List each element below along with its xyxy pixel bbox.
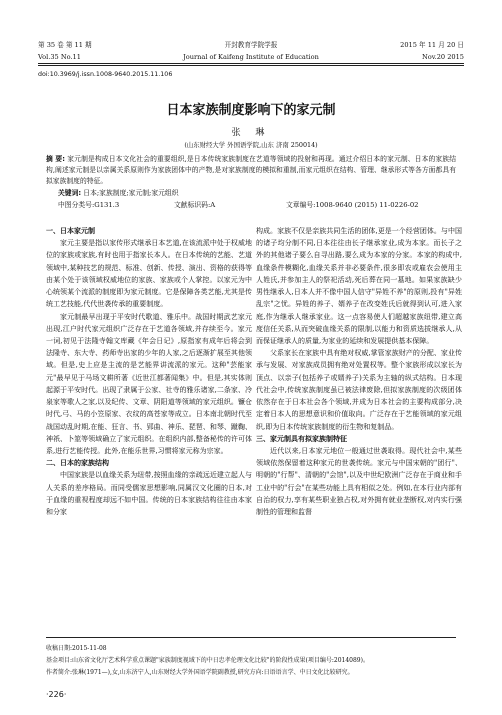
footnote-rule — [46, 637, 456, 638]
header-volume-cn: 第 35 卷 第 11 期 — [38, 41, 92, 49]
body-right-column — [256, 225, 462, 518]
header-date-cn: 2015 年 11 月 20 日 — [400, 41, 464, 49]
header-journal-en: Journal of Kaifeng Institute of Education — [183, 53, 319, 61]
paragraph: 家元主要是指以家传形式继承日本艺道,在该流派中处于权威地位的家族或家族,有时也用于指家长本人。在日本传统的艺能、艺道领域中,某种技艺的规范、标准、创新、传授、演出、资格的获得等由某个处于该领域权威地位的家族、家族或个人掌控。以家元为中心统领某个流派的制度即为家元制度。它是保障各类艺能,尤其是传统工艺技能,代代世袭传承的重要制度。 — [46, 239, 252, 309]
page-number: ·226· — [46, 690, 67, 699]
footnote-fund: 基金项目:山东省文化厅艺术科学重点课题"家族制度视域下的中日忠孝伦理文化比较"的阶段性成果(项目编号:2014089)。 — [46, 657, 369, 664]
section-heading-2: 二、日本的家族结构 — [46, 459, 109, 468]
footnote-author: 作者简介:张琳(1971—),女,山东济宁人,山东财经大学外国语学院副教授,研究方向:日语语言学、中日文化比较研究。 — [46, 669, 354, 676]
keywords — [58, 187, 179, 197]
keywords-text: 日本;家族制度;家元制;家元组织 — [83, 189, 179, 197]
paragraph: 近代以来,日本家元地位一般通过世袭取得。现代社会中,某些领域依然保留着这种家元的世袭传统。家元与中国宋朝的"团行"、明朝的"行帮"、清朝的"会馆",以及中世纪欧洲广泛存在于商业和手工业中的"行会"在某些功能上具有相似之处。例如,在本行业内部有自治的权力,享有某些职业独占权,对外拥有就业垄断权,对内实行强制性的管理和监督 — [256, 446, 462, 517]
section-heading-1: 一、日本家元制 — [46, 227, 95, 235]
paragraph: 父系家长在家族中具有绝对权威,掌管家族财产的分配、家业传承与发展、对家族成员拥有绝对处置权等。整个家族形成以家长为顶点、以亲子(包括养子或婿养子)关系为主轴的纵式结构。日本现代社会中,传统家族制度虽已被法律废除,但拟家族制度的次级团体依然存在于日本社会各个领域,并成为日本社会的主要构成部分,决定着日本人的思想意识和价值取向。广泛存在于艺能领域的家元组织,即为日本传统家族制度的衍生物和复制品。 — [256, 349, 462, 431]
paragraph: 家元制最早出现于平安时代歌道、雅乐中。战国时期武艺家元出现,江户时代家元组织广泛存在于艺道各领域,并存续至今。家元一词,初见于法隆寺翰文库藏《年会日记》,原指家有成年后将会到法隆寺、东大寺、药师寺出家的少年的人家,之后逐渐扩展至其他领域。但是,史上应是主流的是艺能界讲流派的家元。这种"芸能家元"最早见于马场文耕所著《近世江都著闻集》中。但是,其实体则起源于平安时代。出现了隶属于公家、社寺的雅乐诸家,二条家、冷泉家等歌人之家,以及纪传、文章、阴阳道等领域的家元组织。镰仓时代,弓、马的小笠原家、衣纹的高苍家等成立。日本南北朝时代至战国动乱时期,在能、狂言、书、郢曲、神乐、琵琶、和琴、蹴鞠、神祇、卜筮等领域确立了家元组织。在组织内部,整备秘传的许可体系,进行艺能传授。此外,在能乐世界,习惯将家元称为宗家。 — [46, 312, 252, 455]
header-volume-en: Vol.35 No.11 — [38, 53, 81, 61]
doi: doi:10.3969/j.issn.1008-9640.2015.11.106 — [38, 71, 173, 78]
abstract — [46, 154, 456, 187]
section-heading-3: 三、家元制具有拟家族制特征 — [256, 434, 347, 443]
document-code: 文献标识码:A — [174, 201, 216, 209]
header-date-en: Nov.20 2015 — [421, 53, 464, 61]
body-left-column — [46, 225, 252, 518]
keywords-label: 关键词: — [58, 189, 82, 197]
author-affiliation: (山东财经大学 外国语学院,山东 济南 250014) — [184, 141, 318, 149]
author-name: 张 琳 — [231, 128, 271, 138]
header-rule-thin — [38, 65, 464, 66]
paragraph: 构成。家族不仅是亲族共同生活的团体,更是一个经营团体。与中国的诸子均分制不同,日本往往由长子继承家业,成为本家。而长子之外的其他诸子要么自寻出路,要么成为本家的分家。本家的构成中,血缘条件模糊化,血缘关系并非必要条件,很多即农或雇农会使用主人姓氏,并参加主人的祭祀活动,死后葬在同一墓地。如果家族缺少男性继承人,日本人并不像中国人信守"异姓不养"的原则,投有"异姓乱宗"之忧。异姓的养子、婿养子在改变姓氏后就得到认可,进入家庭,作为继承人继承家业。这一点容易使人们超越家族纽带,建立高度信任关系,从而突破血缘关系的限制,以能力和资质选拔继承人,从而保证继承人的质量,为家业的延续和发展提供基本保障。 — [256, 227, 462, 345]
footnote-received: 收稿日期:2015-11-08 — [46, 645, 107, 652]
paragraph: 中国家族是以血缘关系为纽带,按照血缘的亲疏远近建立起人与人关系的差序格局。而同受儒家思想影响,同属汉文化圈的日本,对于血缘的重视程度却远不如中国。传统的日本家族结构往往由本家和分家 — [46, 471, 252, 517]
header-journal-cn: 开封教育学院学报 — [224, 41, 278, 49]
article-title: 日本家族制度影响下的家元制 — [166, 103, 336, 118]
abstract-label: 摘 要: — [46, 155, 65, 163]
abstract-text: 家元制是构成日本文化社会的重要组织,是日本传统家族制度在艺道等领域的投射和再现。通过介绍日本的家元制、日本的家族结构,阐述家元制是以亲属关系原则作为家族团体中的产物,是对家族制度的模拟和重制,而家元组织在结构、管理、继承形式等各方面都具有拟家族制度的特征。 — [46, 155, 456, 185]
article-number: 文章编号:1008-9640 (2015) 11-0226-02 — [286, 201, 419, 209]
header-rule — [38, 63, 464, 64]
clc-number: 中图分类号:G131.3 — [58, 201, 120, 209]
